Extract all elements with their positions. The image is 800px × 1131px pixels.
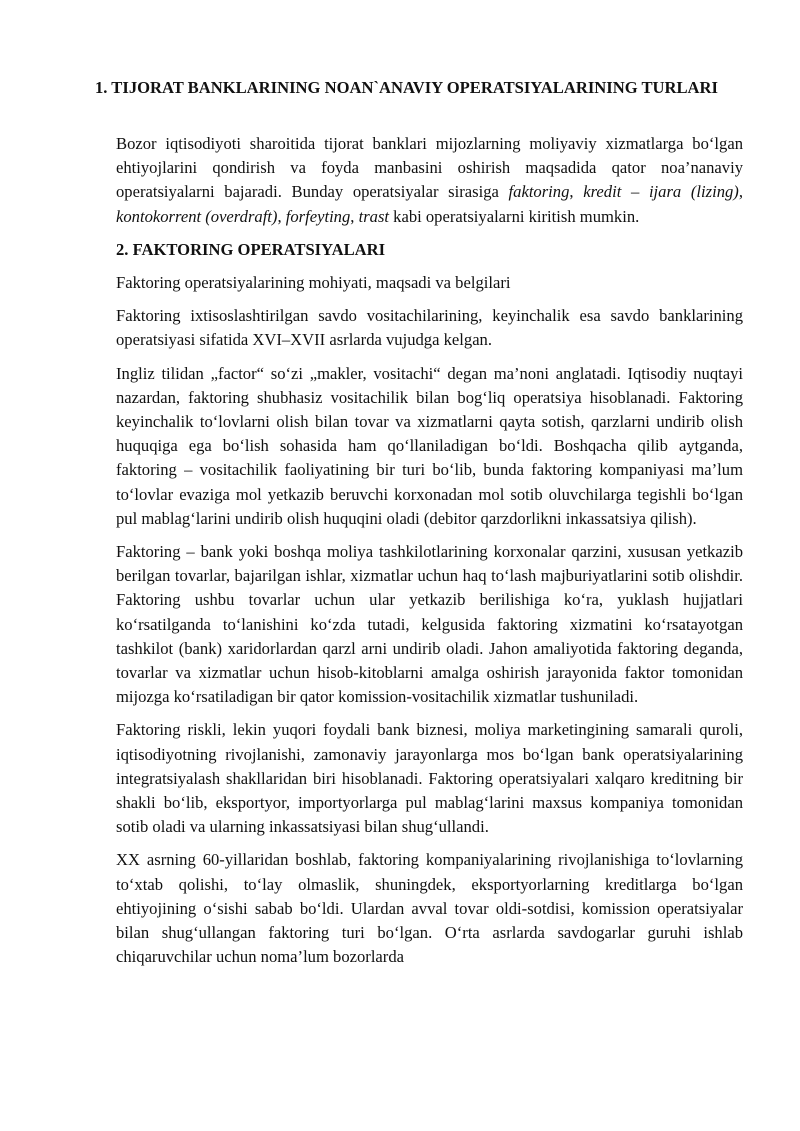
- paragraph: Ingliz tilidan „factor“ so‘zi „makler, vositachi“ degan ma’noni anglatadi. Iqtisodiy nuqtayi nazardan, faktoring shubhasiz vositachilik bilan bog‘liq operatsiya hisoblanadi. Faktoring keyinchalik to‘lovlarni olish bilan tovar va xizmatlarni qayta sotish, qarzlarni undirib olish huquqiga ega bo‘lish sohasida ham qo‘llaniladigan bo‘ldi. Boshqacha qilib aytganda, faktoring – vositachilik faoliyatining bir turi bo‘lib, bunda faktoring kompaniyasi ma’lum to‘lovlar evaziga mol yetkazib beruvchi korxonadan mol sotib oluvchilarga tegishli bo‘lgan pul mablag‘larini undirib olish huquqini oladi (debitor qarzdorlikni inkassatsiya qilish).: [116, 363, 743, 528]
- intro-sep-3: ,: [277, 206, 286, 226]
- term-lizing: kredit – ijara (lizing): [583, 182, 739, 202]
- intro-sep-1: ,: [569, 182, 584, 202]
- intro-paragraph: [116, 132, 743, 229]
- term-faktoring: faktoring: [508, 182, 570, 202]
- paragraph: Faktoring ixtisoslashtirilgan savdo vositachilarining, keyinchalik esa savdo banklarining operatsiyasi sifatida XVI–XVII asrlarda vujudga kelgan.: [116, 306, 743, 350]
- paragraph: XX asrning 60-yillaridan boshlab, faktoring kompaniyalarining rivojlanishiga to‘lovlarning to‘xtab qolishi, to‘lay olmaslik, shuningdek, eksportyorlarning kreditlarga bo‘lgan ehtiyojining o‘sishi sabab bo‘ldi. Ulardan avval tovar oldi-sotdisi, komission operatsiyalar bilan shug‘ullangan faktoring turi bo‘lgan. O‘rta asrlarda savdogarlar guruhi ishlab chiqaruvchilar uchun noma’lum bozorlarda: [116, 850, 743, 967]
- term-kontokorrent: kontokorrent (overdraft): [116, 206, 278, 226]
- paragraph: Faktoring riskli, lekin yuqori foydali bank biznesi, moliya marketingining samarali quroli, iqtisodiyotning rivojlanishi, zamonaviy jarayonlarga mos bo‘lgan bank operatsiyalarining integratsiyalash shakllaridan biri hisoblanadi. Faktoring operatsiyalari xalqaro kreditning bir shakli bo‘lib, eksportyor, importyorlarga pul mablag‘larini maxsus kompaniya tomonidan sotib oladi va ularning inkassatsiyasi bilan shug‘ullandi.: [116, 720, 743, 837]
- paragraph: Faktoring – bank yoki boshqa moliya tashkilotlarining korxonalar qarzini, xususan yetkazib berilgan tovarlar, bajarilgan ishlar, xizmatlar uchun haq to‘lash majburiyatlarini sotib olishdir. Faktoring ushbu tovarlar uchun ular yetkazib berilishiga ko‘ra, yuklash hujjatlari ko‘rsatilganda to‘lanishini ko‘zda tutadi, kelgusida faktoring xizmatini ko‘rsatayotgan tashkilot (bank) xaridorlardan qarzl arni undirib oladi. Jahon amaliyotida faktoring deganda, tovarlar va xizmatlar uchun hisob-kitoblarni amalga oshirish jarayonida faktor tomonidan mijozga ko‘rsatiladigan bir qator komission-vositachilik xizmatlar tushuniladi.: [116, 542, 743, 707]
- intro-sep-4: ,: [350, 206, 359, 226]
- term-trast: trast: [358, 206, 390, 226]
- intro-sep-2: ,: [738, 182, 743, 202]
- body-text: [116, 132, 743, 979]
- term-forfeyting: forfeyting: [285, 206, 351, 226]
- intro-text-b: kabi operatsiyalarni kiritish mumkin.: [389, 206, 640, 226]
- subtitle: Faktoring operatsiyalarining mohiyati, maqsadi va belgilari: [116, 273, 511, 293]
- section-title: 2. FAKTORING OPERATSIYALARI: [116, 239, 386, 259]
- heading: 1. TIJORAT BANKLARINING NOAN`ANAVIY OPERATSIYALARINING TURLARI: [95, 78, 718, 97]
- intro-text-a: Bozor iqtisodiyoti sharoitida tijorat banklari mijozlarning moliyaviy xizmatlarga bo‘lgan ehtiyojlarini qondirish va foyda manbasini oshirish maqsadida qator noa’nanaviy operatsiyalarni bajaradi. Bunday operatsiyalar sirasiga: [116, 134, 743, 202]
